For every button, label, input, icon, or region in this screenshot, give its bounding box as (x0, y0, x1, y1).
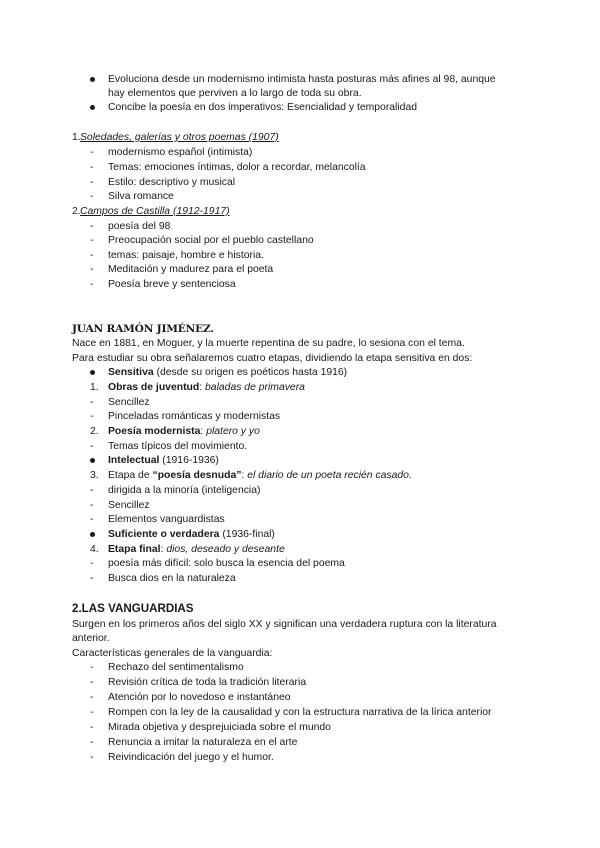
list-item: Pinceladas románticas y modernistas (108, 411, 281, 422)
stage-number: 2. (90, 426, 99, 437)
work-title: Soledades, galerías y otros poemas (1907) (80, 132, 279, 143)
stage-item: Etapa de “poesía desnuda”: el diario de un poeta recién casado. (108, 470, 412, 481)
list-item: Silva romance (108, 191, 174, 202)
dash-icon: - (90, 147, 94, 158)
bullet-icon (90, 458, 95, 463)
stage-item: Obras de juventud: baladas de primavera (108, 382, 305, 393)
list-item: Sencillez (108, 500, 150, 511)
list-item: Atención por lo novedoso e instantáneo (108, 692, 291, 703)
stage-number: 3. (90, 470, 99, 481)
list-item: Meditación y madurez para el poeta (108, 264, 274, 275)
paragraph-line: anterior. (72, 633, 110, 644)
dash-icon: - (90, 677, 94, 688)
stage-item: Etapa final: dios, deseado y deseante (108, 544, 285, 555)
paragraph-line: Surgen en los primeros años del siglo XX y significan una verdadera ruptura con la literatura (72, 619, 497, 630)
dash-icon: - (90, 692, 94, 703)
stage-item: Poesía modernista: platero y yo (108, 426, 260, 437)
list-item: Temas típicos del movimiento. (108, 441, 248, 452)
dash-icon: - (90, 411, 94, 422)
dash-icon: - (90, 235, 94, 246)
dash-icon: - (90, 662, 94, 673)
list-item: poesía del 98 (108, 221, 171, 232)
list-item: temas: paisaje, hombre e historia. (108, 250, 264, 261)
stage-intelectual: Intelectual (1916-1936) (108, 455, 219, 466)
dash-icon: - (90, 558, 94, 569)
list-item: Revisión crítica de toda la tradición literaria (108, 677, 307, 688)
stage-sensitiva: Sensitiva (desde su origen es poéticos hasta 1916) (108, 367, 348, 378)
list-item: poesía más difícil: solo busca la esencia del poema (108, 558, 345, 569)
work-number: 2. (72, 206, 81, 217)
stage-suficiente: Suficiente o verdadera (1936-final) (108, 529, 275, 540)
list-item: Busca dios en la naturaleza (108, 573, 236, 584)
list-item: Preocupación social por el pueblo castellano (108, 235, 314, 246)
dash-icon: - (90, 485, 94, 496)
dash-icon: - (90, 250, 94, 261)
list-item: Rompen con la ley de la causalidad y con la estructura narrativa de la lírica anterior (108, 707, 492, 718)
dash-icon: - (90, 162, 94, 173)
dash-icon: - (90, 397, 94, 408)
bullet-icon (90, 105, 95, 110)
list-item: Rechazo del sentimentalismo (108, 662, 244, 673)
section-heading: 2.LAS VANGUARDIAS (72, 602, 194, 615)
list-item: Reivindicación del juego y el humor. (108, 752, 274, 763)
bullet-icon (90, 77, 95, 82)
list-item: Temas: emociones íntimas, dolor a recordar, melancolía (108, 162, 366, 173)
list-item: modernismo español (intimista) (108, 147, 253, 158)
stage-number: 4. (90, 544, 99, 555)
dash-icon: - (90, 573, 94, 584)
dash-icon: - (90, 279, 94, 290)
stage-number: 1. (90, 382, 99, 393)
list-item: Sencillez (108, 397, 150, 408)
bullet-icon (90, 532, 95, 537)
dash-icon: - (90, 707, 94, 718)
dash-icon: - (90, 722, 94, 733)
work-title: Campos de Castilla (1912-1917) (80, 206, 230, 217)
paragraph-line: Características generales de la vanguardia: (72, 648, 273, 659)
dash-icon: - (90, 221, 94, 232)
list-item: Estilo: descriptivo y musical (108, 177, 236, 188)
dash-icon: - (90, 264, 94, 275)
dash-icon: - (90, 177, 94, 188)
work-number: 1. (72, 132, 81, 143)
dash-icon: - (90, 441, 94, 452)
paragraph-line: Nace en 1881, en Moguer, y la muerte repentina de su padre, lo sesiona con el tema. (72, 338, 465, 349)
section-heading: JUAN RAMÓN JIMÉNEZ. (72, 323, 214, 335)
list-item: Elementos vanguardistas (108, 514, 225, 525)
bullet-text-cont: hay elementos que perviven a lo largo de toda su obra. (108, 88, 362, 99)
dash-icon: - (90, 500, 94, 511)
list-item: Renuncia a imitar la naturaleza en el arte (108, 737, 298, 748)
dash-icon: - (90, 737, 94, 748)
dash-icon: - (90, 191, 94, 202)
bullet-text: Concibe la poesía en dos imperativos: Esencialidad y temporalidad (108, 102, 418, 113)
list-item: Mirada objetiva y desprejuiciada sobre el mundo (108, 722, 331, 733)
list-item: dirigida a la minoría (inteligencia) (108, 485, 261, 496)
paragraph-line: Para estudiar su obra señalaremos cuatro etapas, dividiendo la etapa sensitiva en dos: (72, 353, 473, 364)
bullet-text: Evoluciona desde un modernismo intimista hasta posturas más afines al 98, aunque (108, 74, 496, 85)
dash-icon: - (90, 752, 94, 763)
list-item: Poesía breve y sentenciosa (108, 279, 236, 290)
bullet-icon (90, 370, 95, 375)
dash-icon: - (90, 514, 94, 525)
